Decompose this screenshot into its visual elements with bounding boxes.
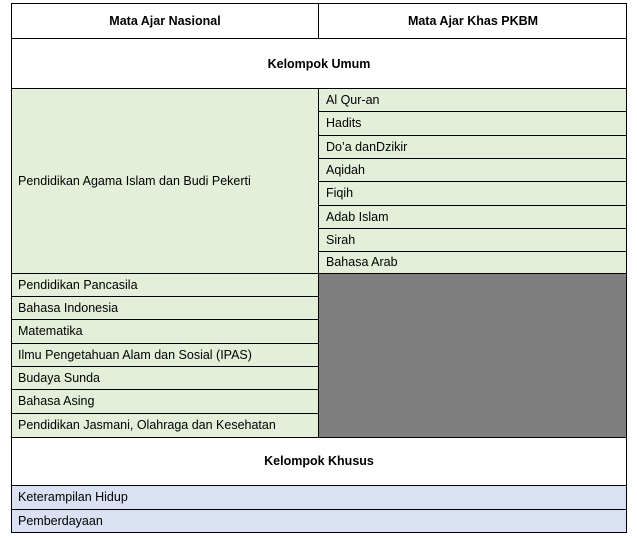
khas-item-label: Bahasa Arab: [326, 255, 398, 269]
khusus-item-label: Pemberdayaan: [18, 514, 103, 528]
table-border: [626, 3, 627, 533]
table-divider: [11, 296, 319, 297]
table-divider: [11, 389, 319, 390]
empty-gray-block: [319, 273, 627, 437]
khas-item: [319, 158, 627, 181]
table-divider: [319, 181, 627, 182]
khas-item-label: Al Qur-an: [326, 92, 380, 107]
khusus-item: [11, 485, 627, 509]
khas-item-label: Adab Islam: [326, 209, 389, 224]
nasional-item-label: Bahasa Asing: [18, 394, 95, 408]
table-divider: [319, 228, 627, 229]
section-umum-title: Kelompok Umum: [267, 56, 371, 71]
table-divider: [11, 485, 627, 486]
table-divider: [319, 111, 627, 112]
table-divider: [11, 273, 627, 274]
khas-item: [319, 111, 627, 135]
nasional-item: [11, 389, 319, 413]
khas-item-label: Sirah: [326, 232, 356, 247]
nasional-item-label: Pendidikan Pancasila: [18, 277, 138, 292]
khas-item: [319, 205, 627, 228]
nasional-item-label: Budaya Sunda: [18, 370, 101, 385]
nasional-item-label: Pendidikan Jasmani, Olahraga dan Kesehatan: [18, 418, 276, 432]
khas-item-label: Hadits: [326, 116, 362, 130]
khas-item: [319, 228, 627, 251]
section-khusus: [11, 437, 627, 485]
nasional-item: [11, 413, 319, 437]
table-divider: [319, 205, 627, 206]
agama-label: Pendidikan Agama Islam dan Budi Pekerti: [18, 173, 251, 188]
nasional-item-label: Bahasa Indonesia: [18, 300, 119, 315]
nasional-item: [11, 296, 319, 319]
table-divider: [318, 88, 319, 437]
agama-cell: [11, 88, 319, 273]
curriculum-table: [11, 3, 627, 533]
table-divider: [11, 343, 319, 344]
nasional-item-label: Ilmu Pengetahuan Alam dan Sosial (IPAS): [18, 347, 252, 362]
nasional-item-label: Matematika: [18, 324, 83, 338]
table-divider: [11, 319, 319, 320]
table-divider: [11, 413, 319, 414]
header-nasional: [11, 3, 319, 39]
section-khusus-title: Kelompok Khusus: [264, 454, 374, 468]
table-divider: [11, 366, 319, 367]
nasional-item: [11, 319, 319, 343]
khas-item: [319, 135, 627, 158]
table-divider: [319, 251, 627, 252]
table-border: [11, 532, 627, 533]
header-nasional-label: Mata Ajar Nasional: [109, 14, 221, 28]
khusus-item-label: Keterampilan Hidup: [18, 490, 128, 504]
khas-item: [319, 88, 627, 111]
khas-item-label: Do’a danDzikir: [326, 139, 408, 154]
table-border: [11, 3, 12, 533]
khusus-item: [11, 509, 627, 533]
header-khas-label: Mata Ajar Khas PKBM: [407, 14, 539, 28]
khas-item-label: Aqidah: [326, 162, 365, 177]
khas-item: [319, 251, 627, 273]
table-divider: [11, 38, 627, 39]
table-divider: [11, 509, 627, 510]
table-border: [11, 3, 627, 4]
table-divider: [319, 158, 627, 159]
table-divider: [11, 437, 627, 438]
table-divider: [318, 3, 319, 39]
nasional-item: [11, 273, 319, 296]
table-divider: [319, 135, 627, 136]
khas-item-label: Fiqih: [326, 186, 354, 200]
nasional-item: [11, 366, 319, 389]
header-khas: [319, 3, 627, 39]
khas-item: [319, 181, 627, 205]
section-umum: [11, 39, 627, 88]
nasional-item: [11, 343, 319, 366]
table-divider: [11, 88, 627, 89]
